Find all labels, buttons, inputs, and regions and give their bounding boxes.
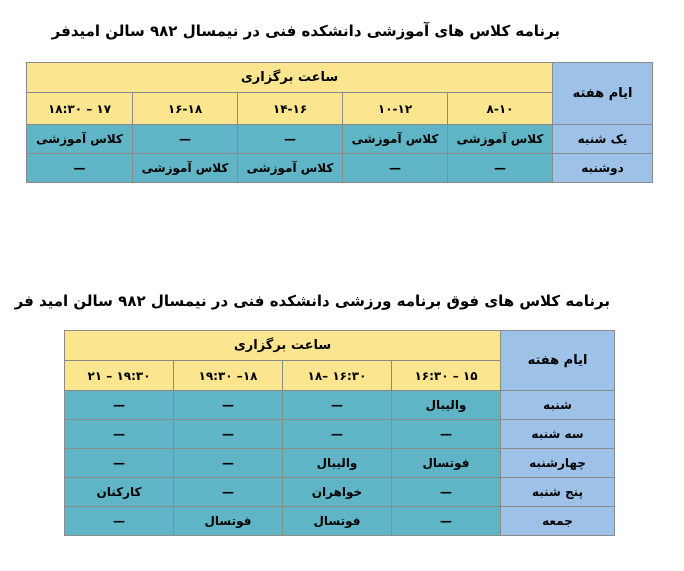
schedule-cell: کلاس آموزشی xyxy=(27,125,133,154)
schedule-cell: — xyxy=(65,391,174,420)
slot-header: ۱۸– ۱۹:۳۰ xyxy=(174,361,283,391)
schedule-cell: کارکنان xyxy=(65,478,174,507)
schedule-cell: — xyxy=(238,125,343,154)
day-cell: شنبه xyxy=(501,391,615,420)
slot-header: ۱۷ – ۱۸:۳۰ xyxy=(27,93,133,125)
slot-header: ۱۶-۱۸ xyxy=(133,93,238,125)
table1-title: برنامه کلاس های آموزشی دانشکده فنی در نیمسال ۹۸۲ سالن امیدفر xyxy=(51,22,560,40)
day-cell: پنج شنبه xyxy=(501,478,615,507)
days-header: ایام هفته xyxy=(501,331,615,391)
table-row xyxy=(65,507,615,536)
schedule-cell: — xyxy=(65,420,174,449)
schedule-cell: کلاس آموزشی xyxy=(238,154,343,183)
schedule-cell: فوتسال xyxy=(283,507,392,536)
schedule-cell: — xyxy=(133,125,238,154)
table-row xyxy=(65,420,615,449)
slot-header: ۱۶:۳۰ –۱۸ xyxy=(283,361,392,391)
table-row xyxy=(65,391,615,420)
schedule-cell: کلاس آموزشی xyxy=(343,125,448,154)
schedule-cell: خواهران xyxy=(283,478,392,507)
schedule-cell: — xyxy=(27,154,133,183)
schedule-cell: کلاس آموزشی xyxy=(448,125,553,154)
table-row xyxy=(65,449,615,478)
day-cell: یک شنبه xyxy=(553,125,653,154)
schedule-cell: — xyxy=(65,449,174,478)
schedule-cell: — xyxy=(392,507,501,536)
class-schedule-table xyxy=(26,62,653,183)
day-cell: سه شنبه xyxy=(501,420,615,449)
slot-header: ۸-۱۰ xyxy=(448,93,553,125)
schedule-cell: فوتسال xyxy=(392,449,501,478)
time-header: ساعت برگزاری xyxy=(27,63,553,93)
schedule-cell: — xyxy=(174,478,283,507)
schedule-cell: کلاس آموزشی xyxy=(133,154,238,183)
table-row xyxy=(27,154,653,183)
schedule-cell: — xyxy=(174,420,283,449)
sports-schedule-table xyxy=(64,330,615,536)
slot-header: ۱۰-۱۲ xyxy=(343,93,448,125)
day-cell: دوشنبه xyxy=(553,154,653,183)
schedule-cell: — xyxy=(448,154,553,183)
table-row xyxy=(27,125,653,154)
schedule-cell: — xyxy=(174,391,283,420)
schedule-cell: — xyxy=(174,449,283,478)
table2-title: برنامه کلاس های فوق برنامه ورزشی دانشکده فنی در نیمسال ۹۸۲ سالن امید فر xyxy=(14,292,610,310)
schedule-cell: فوتسال xyxy=(174,507,283,536)
day-cell: چهارشنبه xyxy=(501,449,615,478)
schedule-cell: — xyxy=(65,507,174,536)
day-cell: جمعه xyxy=(501,507,615,536)
slot-header: ۱۴-۱۶ xyxy=(238,93,343,125)
slot-header: ۱۵ – ۱۶:۳۰ xyxy=(392,361,501,391)
schedule-cell: — xyxy=(283,391,392,420)
schedule-cell: والیبال xyxy=(283,449,392,478)
schedule-cell: — xyxy=(392,420,501,449)
schedule-cell: — xyxy=(392,478,501,507)
days-header: ایام هفته xyxy=(553,63,653,125)
schedule-cell: — xyxy=(283,420,392,449)
schedule-cell: — xyxy=(343,154,448,183)
table-row xyxy=(65,478,615,507)
slot-header: ۱۹:۳۰ – ۲۱ xyxy=(65,361,174,391)
time-header: ساعت برگزاری xyxy=(65,331,501,361)
schedule-cell: والیبال xyxy=(392,391,501,420)
